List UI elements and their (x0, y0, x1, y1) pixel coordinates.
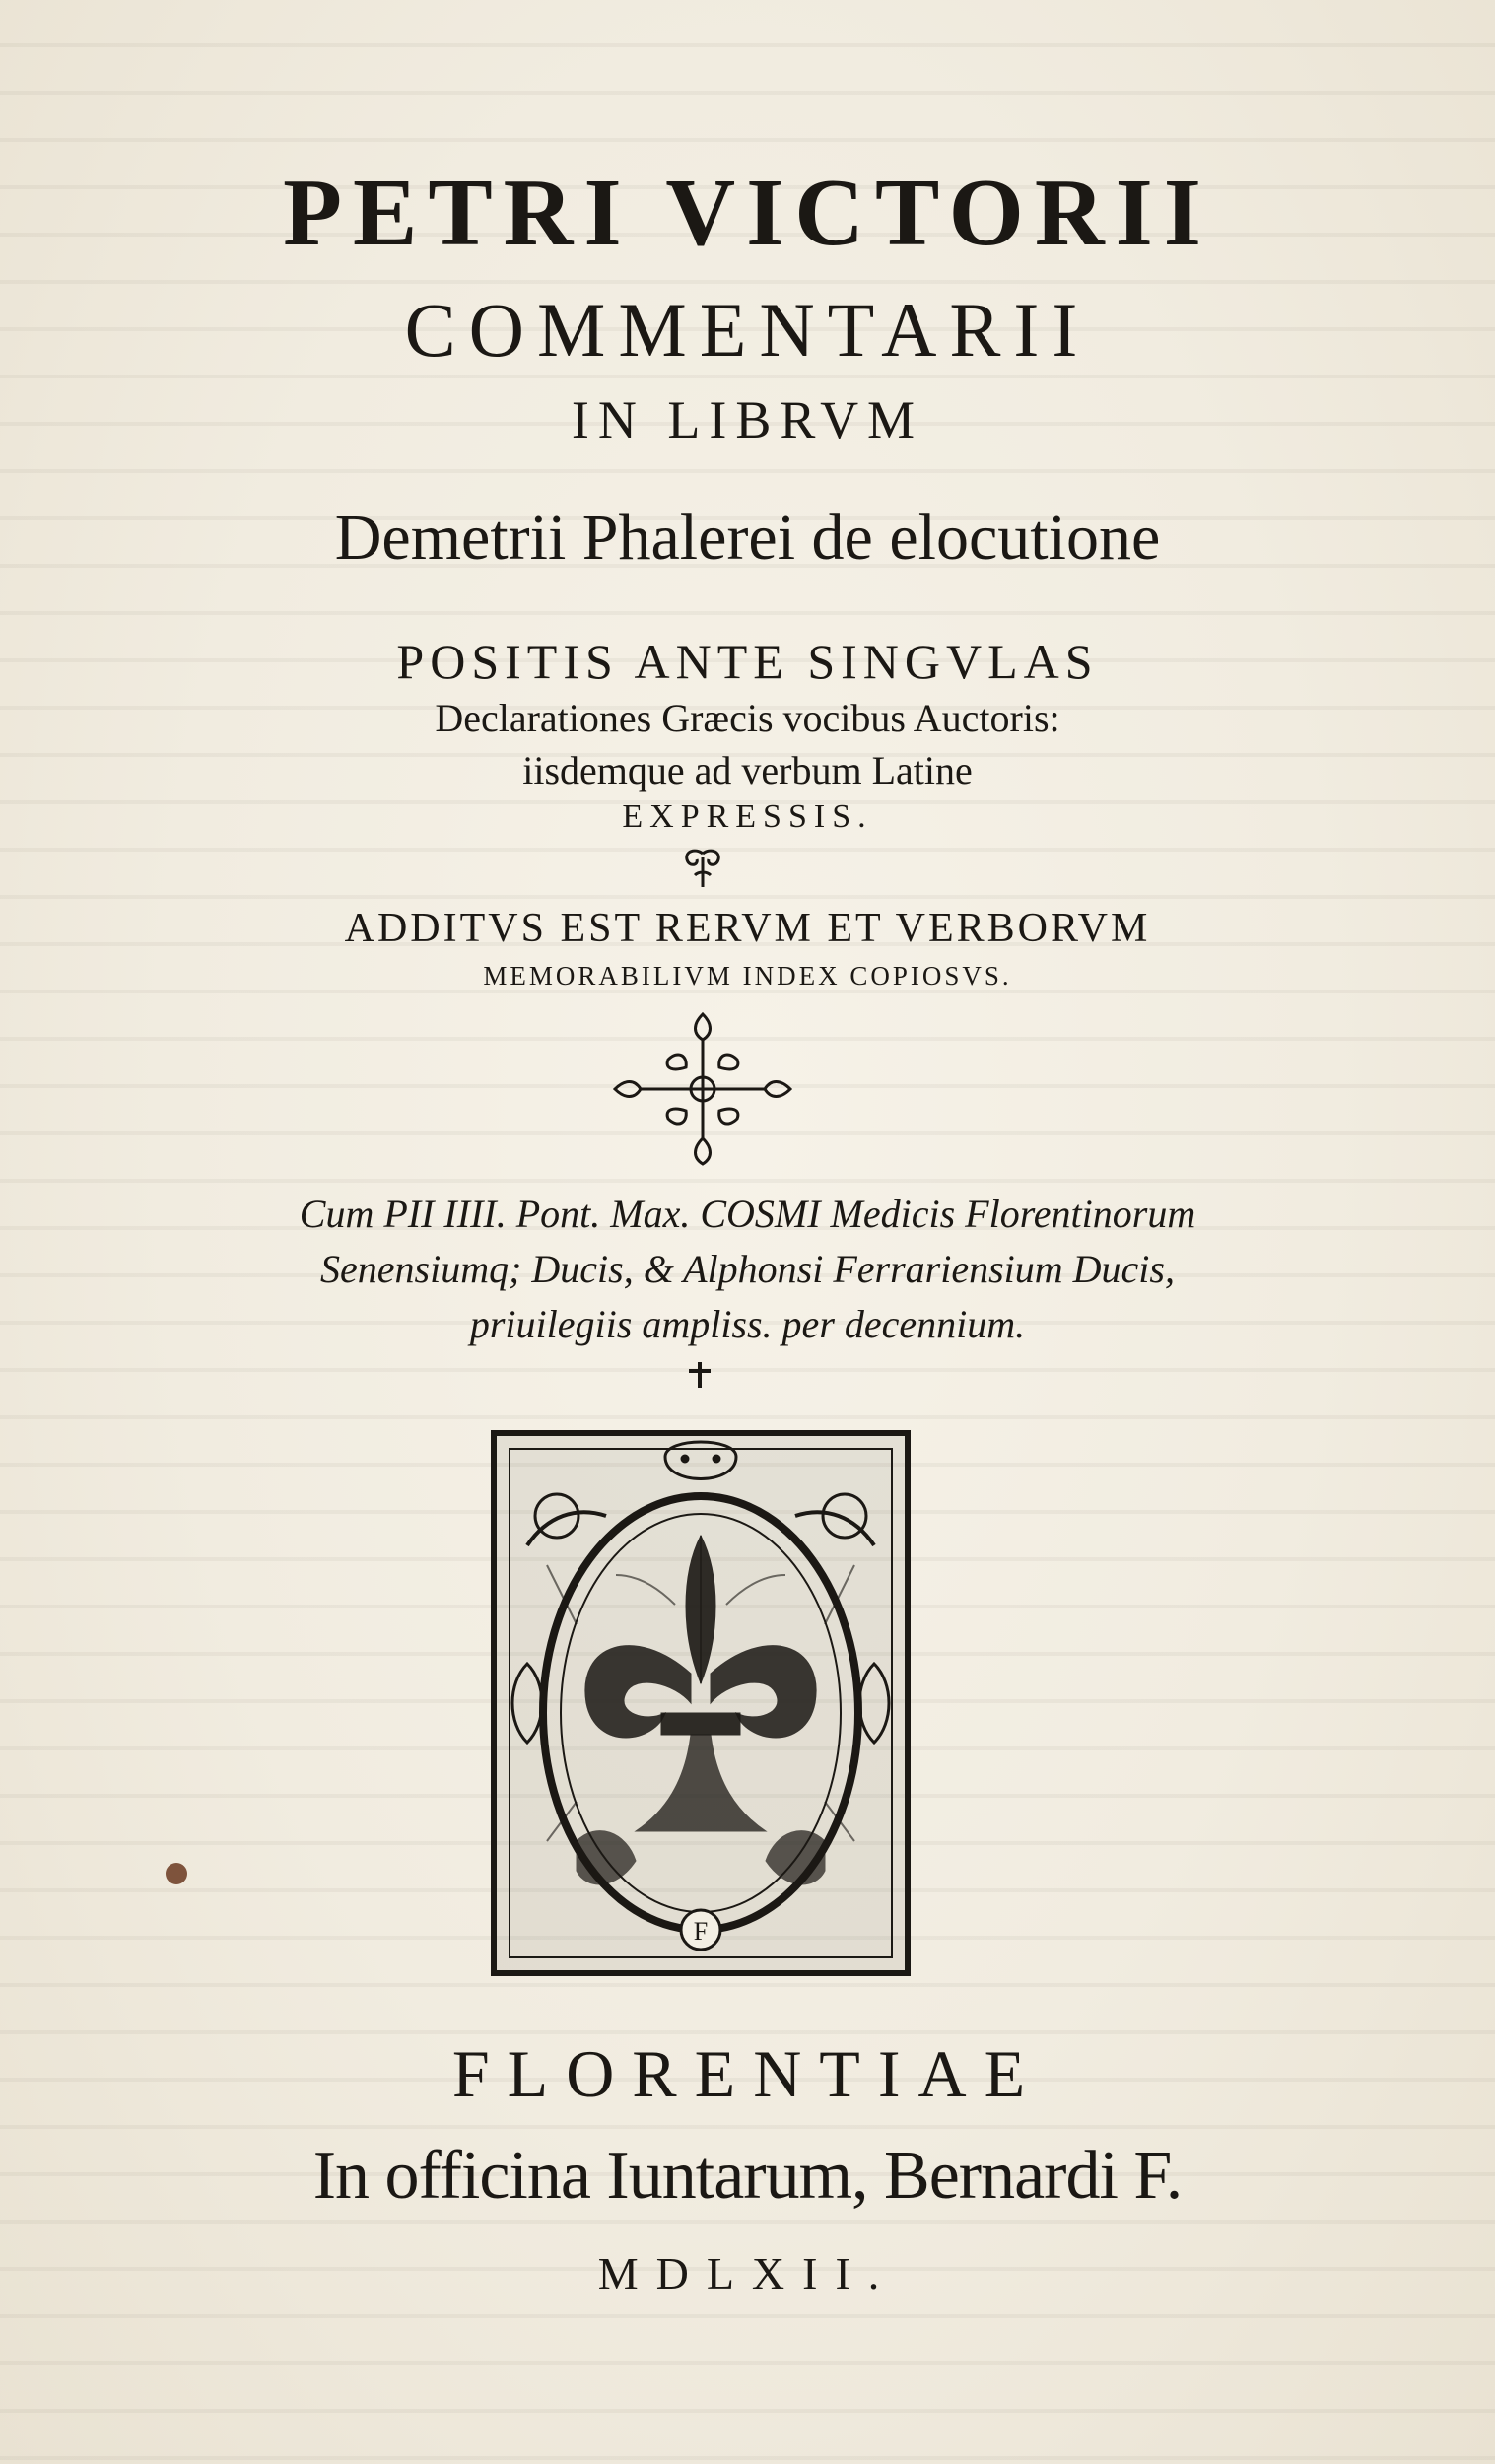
description-line-4: EXPRESSIS. (622, 798, 873, 835)
ink-stain (166, 1863, 187, 1884)
description-line-1: POSITIS ANTE SINGVLAS (396, 634, 1099, 689)
index-line-2: MEMORABILIVM INDEX COPIOSVS. (483, 961, 1012, 991)
index-line-1: ADDITVS EST RERVM ET VERBORVM (344, 906, 1151, 951)
subtitle-demetrii: Demetrii Phalerei de elocutione (334, 502, 1161, 574)
cross-ornament-icon (685, 1360, 714, 1390)
printer-device-woodcut (488, 1427, 914, 1979)
description-line-2: Declarationes Græcis vocibus Auctoris: (435, 696, 1060, 740)
title-heading: COMMENTARII (404, 287, 1091, 373)
device-initial: F (693, 1917, 709, 1946)
imprint-place: FLORENTIAE (451, 2036, 1044, 2111)
privilege-line-2: Senensiumq; Ducis, & Alphonsi Ferrariensium Ducis, (320, 1247, 1175, 1291)
fleuron-small-icon (673, 848, 732, 891)
imprint-printer: In officina Iuntarum, Bernardi F. (312, 2138, 1183, 2214)
imprint-year: MDLXII. (597, 2248, 898, 2298)
privilege-line-1: Cum PII IIII. Pont. Max. COSMI Medicis Florentinorum (299, 1192, 1196, 1236)
subtitle-in-librum: IN LIBRVM (571, 390, 924, 449)
description-line-3: iisdemque ad verbum Latine (522, 748, 973, 792)
ornament-floral-icon (609, 1010, 796, 1168)
author-heading: PETRI VICTORII (283, 160, 1212, 266)
privilege-line-3: priuilegiis ampliss. per decennium. (469, 1302, 1026, 1346)
